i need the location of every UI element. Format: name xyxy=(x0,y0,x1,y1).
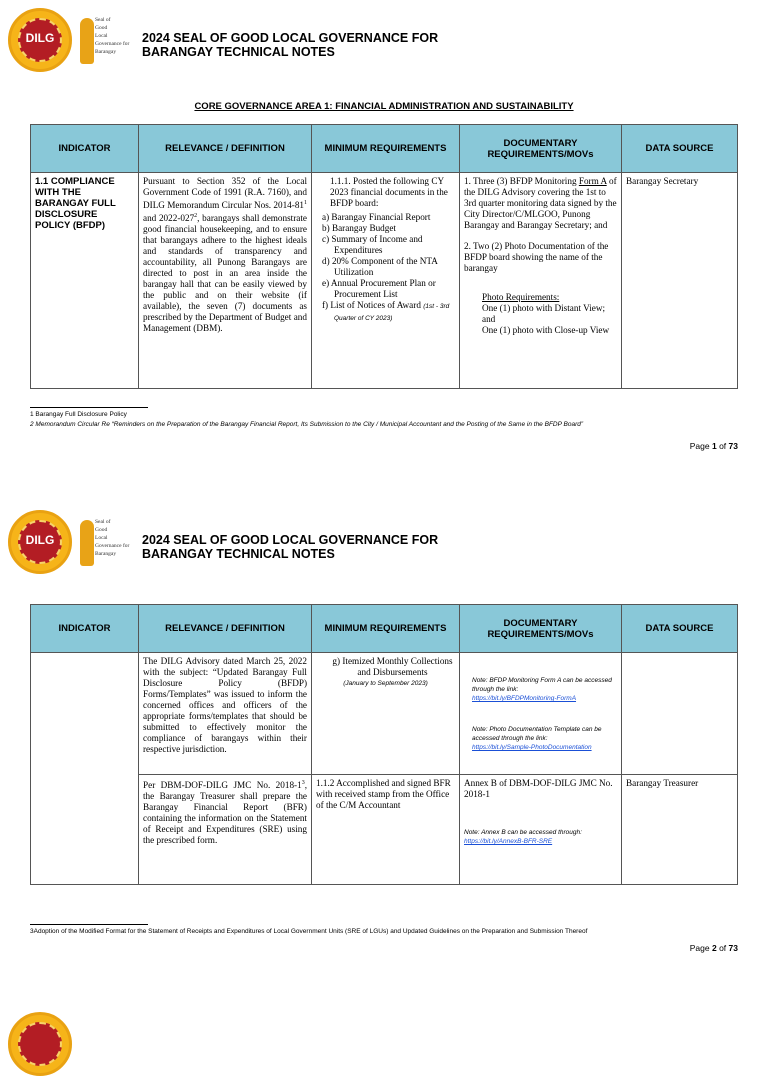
data-source-cell xyxy=(622,653,738,775)
relevance-cell: Pursuant to Section 352 of the Local Government Code of 1991 (R.A. 7160), and DILG Memorandum Circular Nos. $2014-81^1$ and $2022-027^2$, barangays shall demonstrate good financial housekeeping, and to ensure that barangays adhere to the highest ideals and standards of transparency and accountability, all Punong Barangays are directed to post in an area inside the barangay hall that can be easily viewed by the public and on their website (if available), the seven (7) documents as prescribed by the Department of Budget and Management (DBM). xyxy=(139,173,312,389)
document-title: 2024 SEAL OF GOOD LOCAL GOVERNANCE FOR BARANGAY TECHNICAL NOTES xyxy=(142,533,439,561)
documentary-requirements-cell xyxy=(460,173,622,389)
dilg-logo-text: DILG xyxy=(25,31,55,45)
sglg-logo xyxy=(80,10,144,70)
min-requirement-intro: 1.1.1. Posted the following CY 2023 financial documents in the BFDP board: xyxy=(330,176,448,208)
table-header-row xyxy=(31,605,738,653)
data-source-cell: Barangay Secretary xyxy=(622,173,738,389)
col-documentary-requirements: DOCUMENTARY REQUIREMENTS/MOVs xyxy=(460,605,622,653)
sglg-text: Seal of Good Local Governance for Barangay xyxy=(95,519,130,557)
data-source-cell: Barangay Treasurer xyxy=(622,775,738,885)
list-item: e) Annual Procurement Plan or Procurement List xyxy=(322,278,436,299)
page-number: Page 2 of 73 xyxy=(689,943,738,953)
requirements-table xyxy=(30,604,738,885)
col-data-source: DATA SOURCE xyxy=(622,125,738,173)
table-row xyxy=(31,173,738,389)
dilg-logo-inner xyxy=(18,1022,62,1066)
photo-documentation-link[interactable]: https://bit.ly/Sample-PhotoDocumentation xyxy=(472,744,592,751)
col-minimum-requirements: MINIMUM REQUIREMENTS xyxy=(312,125,460,173)
sglg-mark xyxy=(80,18,94,64)
footnote-divider xyxy=(30,407,148,408)
col-data-source: DATA SOURCE xyxy=(622,605,738,653)
bfdp-form-a-link[interactable]: https://bit.ly/BFDPMonitoring-FormA xyxy=(472,695,577,702)
minimum-requirements-cell xyxy=(312,173,460,389)
requirements-table xyxy=(30,124,738,389)
collections-period-note: (January to September 2023) xyxy=(343,680,428,687)
footnote-2: 2 Memorandum Circular Re “Reminders on the Preparation of the Barangay Financial Report, Its Submission to the City / Municipal Accountant and the Posting of the Same in the BFDP Board” xyxy=(30,421,584,428)
footnote-1: 1 Barangay Full Disclosure Policy xyxy=(30,411,127,418)
documentary-requirements-cell xyxy=(460,653,622,775)
footnote-3: 3Adoption of the Modified Format for the Statement of Receipts and Expenditures of Local Government Units (SRE of LGUs) and Updated Guidelines on the Preparation and Submission Thereof xyxy=(30,928,588,935)
col-indicator: INDICATOR xyxy=(31,125,139,173)
award-period-note: (1st - 3rd Quarter of CY 2023) xyxy=(334,303,450,322)
relevance-cell: The DILG Advisory dated March 25, 2022 with the subject: “Updated Barangay Full Disclosure Policy (BFDP) Forms/Templates” was issued to inform the concerned offices and officers of the appropriate forms/templates that should be submitted to effectively monitor the compliance of barangays within their respective jurisdiction. xyxy=(139,653,312,775)
doc-requirement-2: 2. Two (2) Photo Documentation of the BFDP board showing the name of the barangay xyxy=(464,241,609,273)
dilg-logo xyxy=(8,510,72,574)
min-requirement-list xyxy=(316,212,455,324)
page-number: Page 1 of 73 xyxy=(689,441,738,451)
footnote-divider xyxy=(30,924,148,925)
documentary-requirements-cell: Annex B of DBM-DOF-DILG JMC No. 2018-1 Note: Annex B can be accessed through: https://bit.ly/AnnexB-BFR-SRE xyxy=(460,775,622,885)
relevance-cell: Per DBM-DOF-DILG JMC No. $2018-1^3$, the Barangay Treasurer shall prepare the Barangay Financial Report (BFR) containing the information on the Statement of Receipt and Expenditures (SRE) using the prescribed form. xyxy=(139,775,312,885)
col-documentary-requirements: DOCUMENTARY REQUIREMENTS/MOVs xyxy=(460,125,622,173)
sglg-text: Seal of Good Local Governance for Barangay xyxy=(95,17,130,55)
dilg-logo xyxy=(8,1012,72,1076)
list-item: c) Summary of Income and Expenditures xyxy=(322,234,423,255)
dilg-logo xyxy=(8,8,72,72)
form-a-note: Note: BFDP Monitoring Form A can be accessed through the link: https://bit.ly/BFDPMonitoring-FormA xyxy=(472,676,617,703)
list-item: a) Barangay Financial Report xyxy=(322,212,431,222)
sglg-logo xyxy=(80,512,144,572)
list-item: d) 20% Component of the NTA Utilization xyxy=(322,256,438,277)
annex-b-link[interactable]: https://bit.ly/AnnexB-BFR-SRE xyxy=(464,838,553,845)
table-header-row xyxy=(31,125,738,173)
list-item: f) List of Notices of Award (1st - 3rd Quarter of CY 2023) xyxy=(322,300,450,322)
col-indicator: INDICATOR xyxy=(31,605,139,653)
photo-template-note: Note: Photo Documentation Template can be accessed through the link: https://bit.ly/Sample-PhotoDocumentation xyxy=(472,725,617,752)
table-row xyxy=(31,653,738,775)
indicator-cell xyxy=(31,653,139,885)
photo-requirements: Photo Requirements: One (1) photo with Distant View; and One (1) photo with Close-up View xyxy=(482,292,610,335)
sglg-mark xyxy=(80,520,94,566)
minimum-requirements-cell: g) Itemized Monthly Collections and Disbursements (January to September 2023) xyxy=(312,653,460,775)
governance-area-title: CORE GOVERNANCE AREA 1: FINANCIAL ADMINISTRATION AND SUSTAINABILITY xyxy=(194,101,574,112)
annex-b-note: Note: Annex B can be accessed through: https://bit.ly/AnnexB-BFR-SRE xyxy=(464,828,617,846)
minimum-requirements-cell: 1.1.2 Accomplished and signed BFR with received stamp from the Office of the C/M Accountant xyxy=(312,775,460,885)
list-item: b) Barangay Budget xyxy=(322,223,396,233)
document-title: 2024 SEAL OF GOOD LOCAL GOVERNANCE FOR BARANGAY TECHNICAL NOTES xyxy=(142,31,439,59)
indicator-cell: 1.1 COMPLIANCE WITH THE BARANGAY FULL DISCLOSURE POLICY (BFDP) xyxy=(31,173,139,389)
col-minimum-requirements: MINIMUM REQUIREMENTS xyxy=(312,605,460,653)
col-relevance: RELEVANCE / DEFINITION xyxy=(139,605,312,653)
dilg-logo-text: DILG xyxy=(25,533,55,547)
doc-requirement-1: 1. Three (3) BFDP Monitoring Form A of the DILG Advisory covering the 1st to 3rd quarter monitoring data signed by the City Director/C/MLGOO, Punong Barangay and Barangay Secretary; and xyxy=(464,176,617,230)
col-relevance: RELEVANCE / DEFINITION xyxy=(139,125,312,173)
